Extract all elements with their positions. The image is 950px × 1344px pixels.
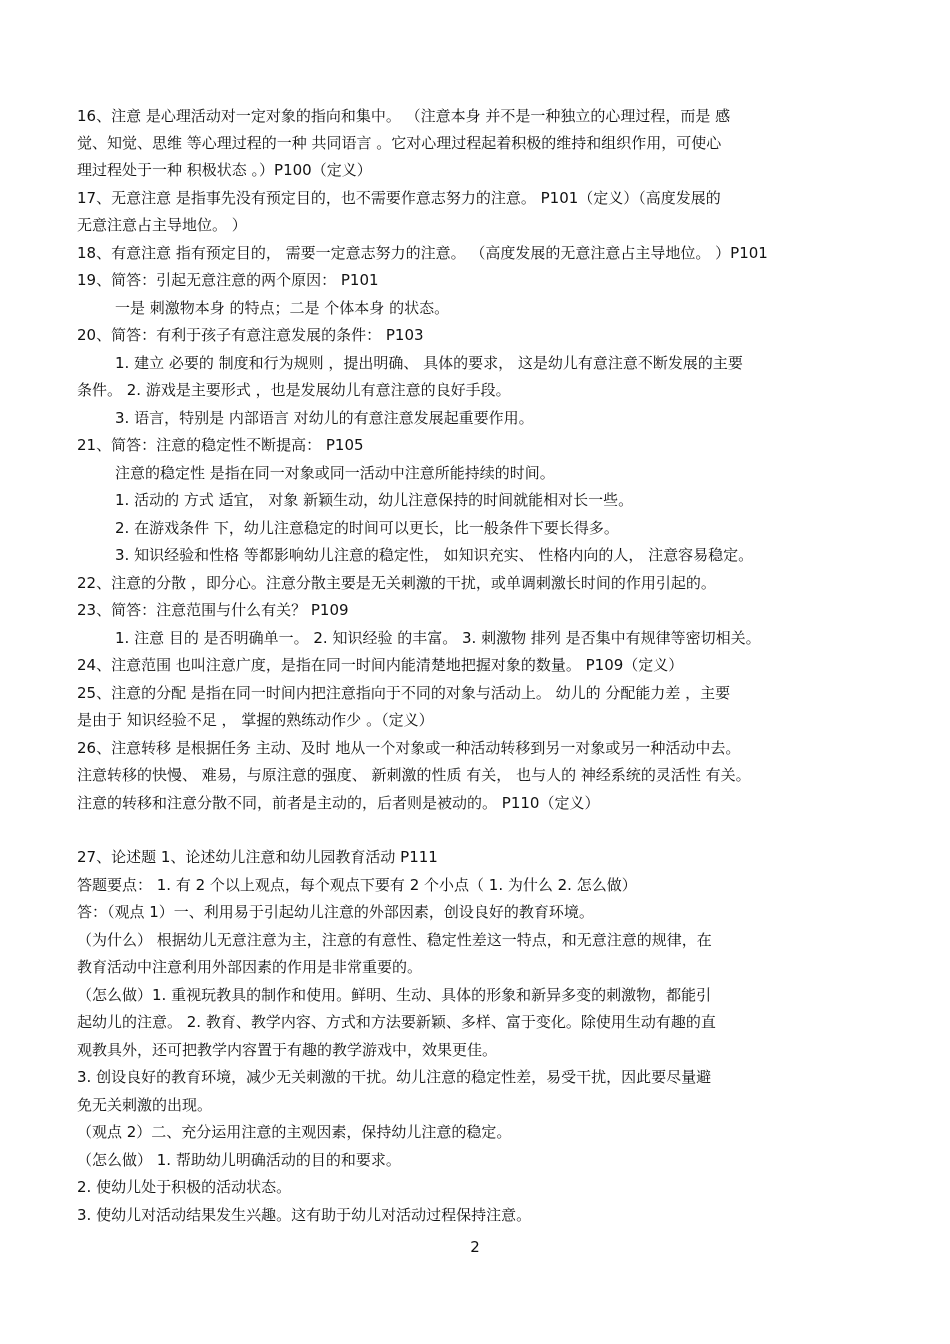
- text-line: 注意的稳定性 是指在同一对象或同一活动中注意所能持续的时间。: [115, 464, 555, 482]
- text-line: 注意的转移和注意分散不同，前者是主动的，后者则是被动的。 P110（定义）: [77, 794, 600, 812]
- text-line: 教育活动中注意利用外部因素的作用是非常重要的。: [77, 958, 423, 976]
- text-line: 26、注意转移 是根据任务 主动、及时 地从一个对象或一种活动转移到另一对象或另一种活动中去。: [77, 739, 741, 757]
- text-line: 1. 注意 目的 是否明确单一。 2. 知识经验 的丰富。 3. 刺激物 排列 是否集中有规律等密切相关。: [115, 629, 761, 647]
- text-line: 觉、知觉、思维 等心理过程的一种 共同语言 。它对心理过程起着积极的维持和组织作用，可使心: [77, 134, 722, 152]
- text-line: （观点 2）二、充分运用注意的主观因素，保持幼儿注意的稳定。: [77, 1123, 512, 1141]
- text-line: 1. 活动的 方式 适宜， 对象 新颖生动，幼儿注意保持的时间就能相对长一些。: [115, 491, 634, 509]
- text-line: 无意注意占主导地位。 ）: [77, 216, 247, 234]
- text-line: 20、简答：有利于孩子有意注意发展的条件： P103: [77, 326, 424, 344]
- text-line: 18、有意注意 指有预定目的， 需要一定意志努力的注意。 （高度发展的无意注意占主导地位。 ）P101: [77, 244, 768, 262]
- text-line: 3. 知识经验和性格 等都影响幼儿注意的稳定性， 如知识充实、 性格内向的人， 注意容易稳定。: [115, 546, 754, 564]
- page-number: 2: [470, 1238, 480, 1256]
- text-line: 2. 使幼儿处于积极的活动状态。: [77, 1178, 292, 1196]
- text-line: 条件。 2. 游戏是主要形式 ，也是发展幼儿有意注意的良好手段。: [77, 381, 511, 399]
- text-line: 3. 创设良好的教育环境，减少无关刺激的干扰。幼儿注意的稳定性差，易受干扰，因此要尽量避: [77, 1068, 712, 1086]
- text-line: （怎么做）1. 重视玩教具的制作和使用。鲜明、生动、具体的形象和新异多变的刺激物，都能引: [77, 986, 712, 1004]
- text-line: 23、简答：注意范围与什么有关？ P109: [77, 601, 349, 619]
- text-line: （为什么） 根据幼儿无意注意为主，注意的有意性、稳定性差这一特点，和无意注意的规律，在: [77, 931, 712, 949]
- text-line: 是由于 知识经验不足 ， 掌握的熟练动作少 。（定义）: [77, 711, 434, 729]
- text-line: 观教具外，还可把教学内容置于有趣的教学游戏中，效果更佳。: [77, 1041, 498, 1059]
- text-line: 27、论述题 1、论述幼儿注意和幼儿园教育活动 P111: [77, 848, 438, 866]
- text-line: 16、注意 是心理活动对一定对象的指向和集中。 （注意本身 并不是一种独立的心理过程，而是 感: [77, 107, 731, 125]
- text-line: 起幼儿的注意。 2. 教育、教学内容、方式和方法要新颖、多样、富于变化。除使用生动有趣的直: [77, 1013, 716, 1031]
- text-line: 答题要点： 1. 有 2 个以上观点，每个观点下要有 2 个小点（ 1. 为什么 2. 怎么做）: [77, 876, 637, 894]
- text-line: 3. 语言，特别是 内部语言 对幼儿的有意注意发展起重要作用。: [115, 409, 534, 427]
- text-line: 2. 在游戏条件 下，幼儿注意稳定的时间可以更长，比一般条件下要长得多。: [115, 519, 619, 537]
- text-line: 一是 刺激物本身 的特点；二是 个体本身 的状态。: [115, 299, 450, 317]
- text-line: 答：（观点 1）一、利用易于引起幼儿注意的外部因素，创设良好的教育环境。: [77, 903, 594, 921]
- text-line: 19、简答：引起无意注意的两个原因： P101: [77, 271, 379, 289]
- text-line: 17、无意注意 是指事先没有预定目的，也不需要作意志努力的注意。 P101（定义）（高度发展的: [77, 189, 721, 207]
- text-line: （怎么做） 1. 帮助幼儿明确活动的目的和要求。: [77, 1151, 401, 1169]
- text-line: 注意转移的快慢、 难易，与原注意的强度、 新刺激的性质 有关， 也与人的 神经系统的灵活性 有关。: [77, 766, 751, 784]
- text-line: 免无关刺激的出现。: [77, 1096, 213, 1114]
- text-line: 3. 使幼儿对活动结果发生兴趣。这有助于幼儿对活动过程保持注意。: [77, 1206, 532, 1224]
- text-line: 25、注意的分配 是指在同一时间内把注意指向于不同的对象与活动上。 幼儿的 分配能力差 ，主要: [77, 684, 731, 702]
- text-line: 21、简答：注意的稳定性不断提高： P105: [77, 436, 364, 454]
- text-line: 1. 建立 必要的 制度和行为规则 ，提出明确、 具体的要求， 这是幼儿有意注意不断发展的主要: [115, 354, 743, 372]
- text-line: 24、注意范围 也叫注意广度，是指在同一时间内能清楚地把握对象的数量。 P109（定义）: [77, 656, 684, 674]
- text-line: 理过程处于一种 积极状态 。）P100（定义）: [77, 161, 372, 179]
- text-line: 22、注意的分散 ，即分心。注意分散主要是无关刺激的干扰，或单调刺激长时间的作用引起的。: [77, 574, 716, 592]
